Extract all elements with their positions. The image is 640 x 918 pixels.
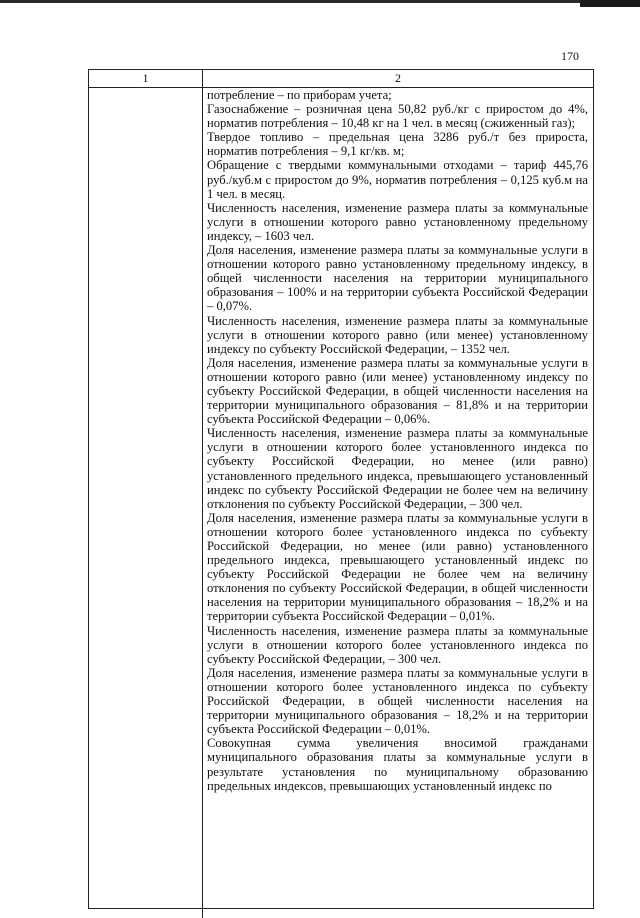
paragraph: Доля населения, изменение размера платы за коммунальные услуги в отношении которого более установленного индекса по субъекту Российской Федерации, но менее (или равно) установленного предельного индекса, превышающего установленный индекс по субъекту Российской Федерации не более чем на величину отклонения по субъекту Российской Федерации, в общей численности населения на территории муниципального образования – 18,2% и на территории субъекта Российской Федерации – 0,01%. [207, 510, 588, 624]
header-cell-1: 1 [89, 70, 203, 87]
paragraph: Численность населения, изменение размера платы за коммунальные услуги в отношении которого более установленного индекса по субъекту Российской Федерации, – 300 чел. [207, 623, 588, 666]
paragraph: Газоснабжение – розничная цена 50,82 руб./кг с приростом до 4%, норматив потребления – 10,48 кг на 1 чел. в месяц (сжиженный газ); [207, 102, 588, 131]
table-body-row [89, 88, 593, 918]
page-number: 170 [561, 49, 579, 63]
paragraph: Численность населения, изменение размера платы за коммунальные услуги в отношении которого равно установленному предельному индексу, – 1603 чел. [207, 200, 588, 243]
paragraph: Доля населения, изменение размера платы за коммунальные услуги в отношении которого равно установленному предельному индексу, в общей численности населения на территории муниципального образования – 100% и на территории субъекта Российской Федерации – 0,07%. [207, 243, 588, 314]
body-cell-2 [203, 88, 593, 918]
body-cell-1 [89, 88, 203, 918]
document-table [88, 69, 594, 909]
scan-top-edge [0, 0, 640, 3]
paragraph: Доля населения, изменение размера платы за коммунальные услуги в отношении которого более установленного индекса по субъекту Российской Федерации, в общей численности населения на территории муниципального образования – 18,2% и на территории субъекта Российской Федерации – 0,01%. [207, 665, 588, 737]
table-header-row [89, 70, 593, 88]
paragraph: Численность населения, изменение размера платы за коммунальные услуги в отношении которого равно (или менее) установленному индексу по субъекту Российской Федерации, – 1352 чел. [207, 313, 588, 356]
paragraph: Совокупная сумма увеличения вносимой гражданами муниципального образования платы за коммунальные услуги в результате установления по муниципальному образованию предельных индексов, превышающих установленный индекс по [207, 736, 588, 793]
paragraph: Доля населения, изменение размера платы за коммунальные услуги в отношении которого равно (или менее) установленному индексу по субъекту Российской Федерации, в общей численности населения на территории муниципального образования – 81,8% и на территории субъекта Российской Федерации – 0,06%. [207, 355, 588, 427]
paragraph: Твердое топливо – предельная цена 3286 руб./т без прироста, норматив потребления – 9,1 кг/кв. м; [207, 130, 588, 159]
header-cell-2: 2 [395, 71, 401, 85]
paragraph: Численность населения, изменение размера платы за коммунальные услуги в отношении которого более установленного индекса по субъекту Российской Федерации, но менее (или равно) установленного предельного индекса, превышающего установленный индекс по субъекту Российской Федерации не более чем на величину отклонения по субъекту Российской Федерации, – 300 чел. [207, 426, 588, 511]
paragraph: Обращение с твердыми коммунальными отходами – тариф 445,76 руб./куб.м с приростом до 9%, норматив потребления – 0,125 куб.м на 1 чел. в месяц. [207, 158, 588, 201]
scan-top-right-mark [580, 0, 640, 7]
paragraph: потребление – по приборам учета; [207, 88, 392, 102]
